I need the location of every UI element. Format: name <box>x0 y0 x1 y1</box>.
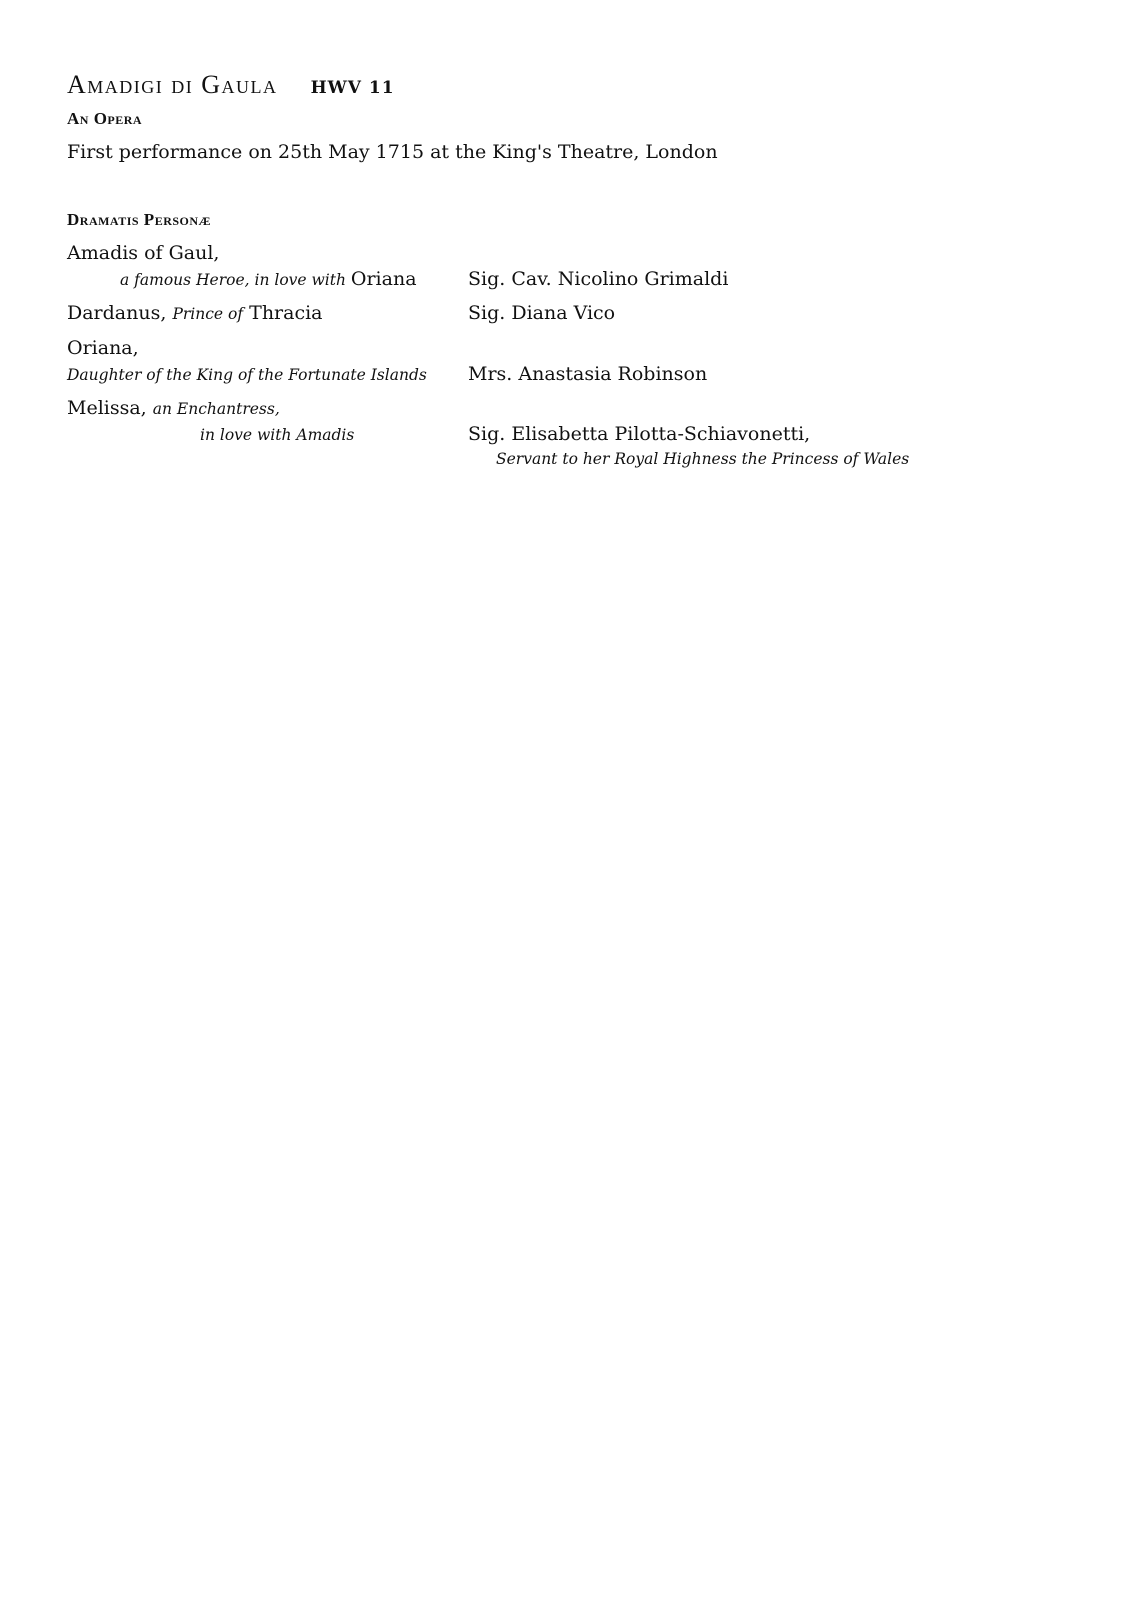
singer-dardanus: Sig. Diana Vico <box>468 302 616 324</box>
role-melissa-inline-italic: an Enchantress, <box>152 400 280 418</box>
dramatis-personae-heading: Dramatis Personæ <box>67 210 212 229</box>
singer-amadis: Sig. Cav. Nicolino Grimaldi <box>468 268 729 290</box>
singer-melissa: Sig. Elisabetta Pilotta-Schiavonetti, <box>468 423 811 445</box>
role-oriana-name: Oriana, <box>67 337 139 359</box>
opera-subtitle: An Opera <box>67 109 143 128</box>
role-dardanus-name-text: Dardanus, <box>67 302 167 324</box>
first-performance-line: First performance on 25th May 1715 at the King's Theatre, London <box>67 141 718 163</box>
singer-oriana: Mrs. Anastasia Robinson <box>468 363 708 385</box>
role-melissa-description: in love with Amadis <box>200 426 355 444</box>
role-amadis-name: Amadis of Gaul, <box>67 242 220 264</box>
singer-melissa-note: Servant to her Royal Highness the Princess of Wales <box>496 450 910 468</box>
role-melissa-name <box>67 397 280 419</box>
opera-title: Amadigi di Gaula <box>67 70 278 99</box>
role-amadis-desc-italic: a famous Heroe, in love with <box>120 271 346 289</box>
role-amadis-description <box>120 268 417 290</box>
catalogue-number: HWV 11 <box>310 78 395 98</box>
role-oriana-description: Daughter of the King of the Fortunate Islands <box>67 366 427 384</box>
role-dardanus-inline-italic: Prince of <box>172 305 244 323</box>
role-amadis-desc-roman: Oriana <box>350 268 417 290</box>
role-dardanus-inline-roman: Thracia <box>249 302 323 324</box>
role-melissa-name-text: Melissa, <box>67 397 147 419</box>
role-dardanus-name <box>67 302 323 324</box>
title-line <box>67 70 395 100</box>
